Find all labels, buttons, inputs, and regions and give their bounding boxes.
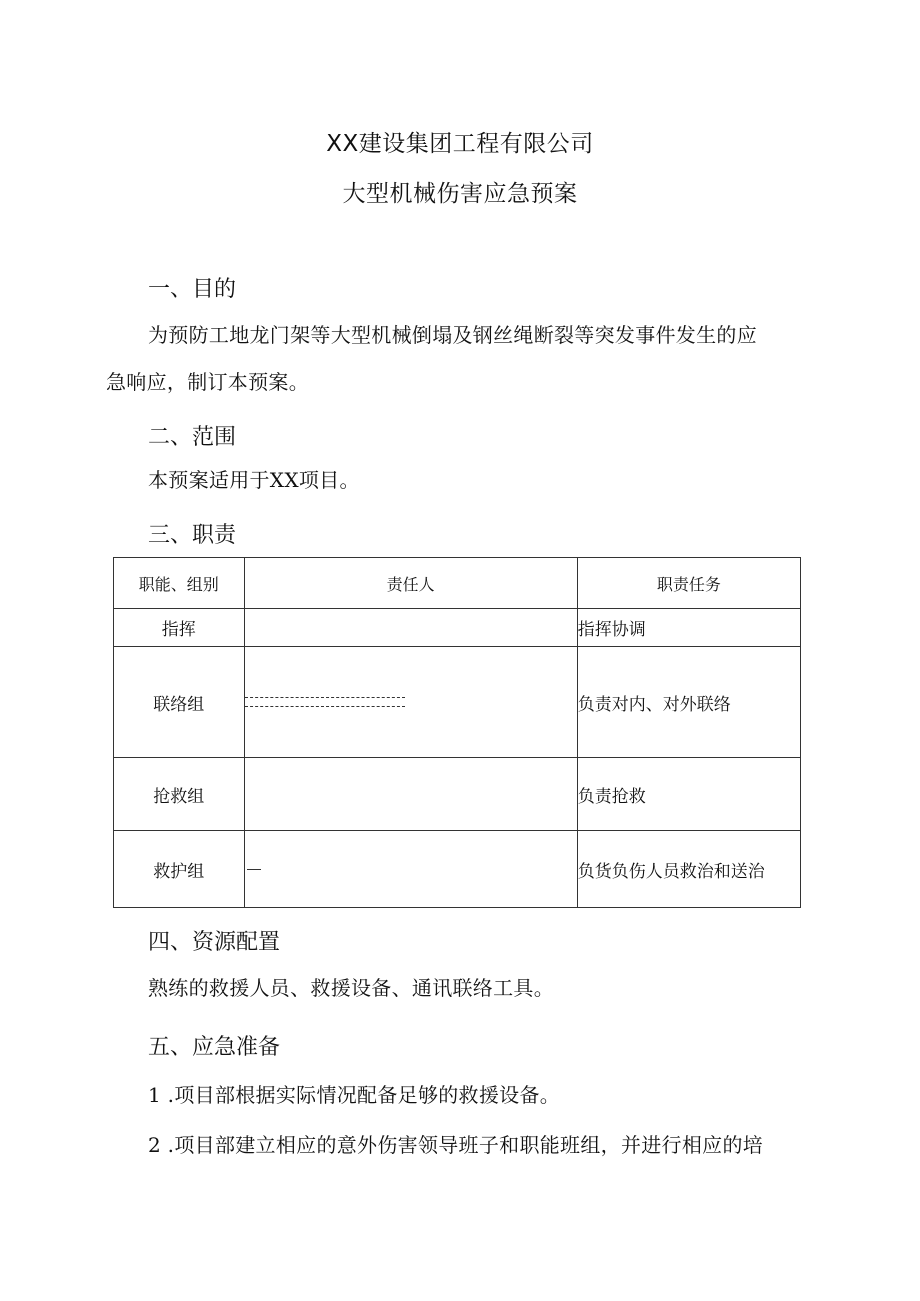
table-cell-task: 负货负伤人员救治和送治 <box>577 831 800 908</box>
table-cell-person <box>244 758 577 831</box>
preparation-item-1: 1 .项目部根据实际情况配备足够的救援设备。 <box>148 1083 561 1107</box>
purpose-text-line2: 急响应，制订本预案。 <box>106 370 309 394</box>
table-row <box>114 831 801 908</box>
table-cell-person <box>244 609 577 647</box>
short-fill-line <box>247 869 261 870</box>
table-row <box>114 758 801 831</box>
purpose-text-line1: 为预防工地龙门架等大型机械倒塌及钢丝绳断裂等突发事件发生的应 <box>148 323 757 347</box>
dashed-fill-line <box>245 706 405 707</box>
table-header-person: 责任人 <box>244 558 577 609</box>
dashed-fill-line <box>245 697 405 698</box>
table-cell-group: 指挥 <box>114 609 245 647</box>
duty-table <box>113 557 801 908</box>
plan-title: 大型机械伤害应急预案 <box>342 181 578 207</box>
table-header-row <box>114 558 801 609</box>
table-row <box>114 647 801 758</box>
section-heading-duties: 三、职责 <box>148 523 237 548</box>
table-cell-group: 联络组 <box>114 647 245 758</box>
table-cell-person <box>244 831 577 908</box>
table-header-task: 职责任务 <box>577 558 800 609</box>
table-cell-group: 抢救组 <box>114 758 245 831</box>
company-title: XX建设集团工程有限公司 <box>326 131 594 157</box>
preparation-item-2: 2 .项目部建立相应的意外伤害领导班子和职能班组，并进行相应的培 <box>148 1133 764 1157</box>
section-heading-resources: 四、资源配置 <box>148 930 281 955</box>
table-cell-task: 负责抢救 <box>577 758 800 831</box>
table-row <box>114 609 801 647</box>
resources-text: 熟练的救援人员、救援设备、通讯联络工具。 <box>148 976 554 1000</box>
table-cell-person <box>244 647 577 758</box>
section-heading-scope: 二、范围 <box>148 425 237 450</box>
scope-text: 本预案适用于XX项目。 <box>148 468 360 492</box>
table-cell-group: 救护组 <box>114 831 245 908</box>
table-cell-task: 负责对内、对外联络 <box>577 647 800 758</box>
table-cell-task: 指挥协调 <box>577 609 800 647</box>
section-heading-purpose: 一、目的 <box>148 277 237 302</box>
section-heading-preparation: 五、应急准备 <box>148 1035 281 1060</box>
table-header-group: 职能、组别 <box>114 558 245 609</box>
